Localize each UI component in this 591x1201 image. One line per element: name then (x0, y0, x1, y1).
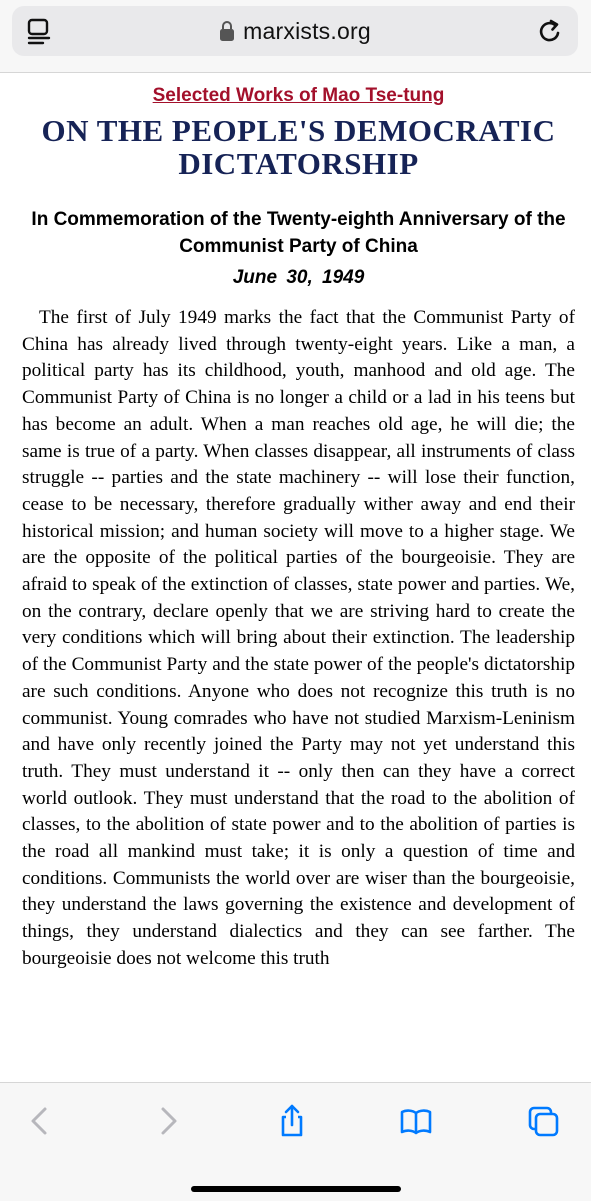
back-icon (23, 1104, 57, 1138)
page-title: ON THE PEOPLE'S DEMOCRATIC DICTATORSHIP (41, 113, 556, 181)
bookmarks-button[interactable] (396, 1101, 436, 1141)
article-date: June 30, 1949 (232, 267, 365, 288)
back-button[interactable] (20, 1101, 60, 1141)
series-link[interactable]: Selected Works of Mao Tse-tung (152, 85, 445, 106)
forward-icon (151, 1104, 185, 1138)
home-indicator (191, 1186, 401, 1192)
article-subtitle: In Commemoration of the Twenty-eighth Anniversary of the Communist Party of China (31, 209, 566, 257)
share-button[interactable] (272, 1101, 312, 1141)
share-icon (275, 1104, 309, 1138)
url-display[interactable] (12, 6, 578, 56)
url-field[interactable] (12, 6, 578, 56)
article (22, 72, 575, 1065)
forward-button[interactable] (148, 1101, 188, 1141)
article-paragraph: The first of July 1949 marks the fact that the Communist Party of China has already lived through twenty-eight years. Like a man, a political party has its childhood, youth, manhood and old age. The Communist Party of China is no longer a child or a lad in his teens but has become an adult. When a man reaches old age, he will die; the same is true of a party. When classes disappear, all instruments of class struggle -- parties and the state machinery -- will lose their function, cease to be necessary, therefore gradually wither away and end their historical mission; and human society will move to a higher stage. We are the opposite of the political parties of the bourgeoisie. They are afraid to speak of the extinction of classes, state power and parties. We, on the contrary, declare openly that we are striving hard to create the very conditions which will bring about their extinction. The leadership of the Communist Party and the state power of the people's dictatorship are such conditions. Anyone who does not recognize this truth is no communist. Young comrades who have not studied Marxism-Leninism and have only recently joined the Party may not yet understand this truth. They must understand it -- only then can they have a correct world outlook. They must understand that the road to the abolition of classes, to the abolition of state power and to the abolition of parties is the road all mankind must take; it is only a question of time and conditions. Communists the world over are wiser than the bourgeoisie, they understand the laws governing the existence and development of things, they understand dialectics and they can see farther. The bourgeoisie does not welcome this truth (22, 307, 575, 969)
address-bar (0, 0, 591, 73)
bottom-toolbar (0, 1082, 591, 1201)
tabs-icon (526, 1104, 560, 1138)
tabs-button[interactable] (523, 1101, 563, 1141)
reload-icon[interactable] (536, 18, 564, 46)
url-text: marxists.org (243, 17, 371, 44)
lock-icon (219, 20, 235, 42)
bookmarks-icon (399, 1104, 433, 1138)
